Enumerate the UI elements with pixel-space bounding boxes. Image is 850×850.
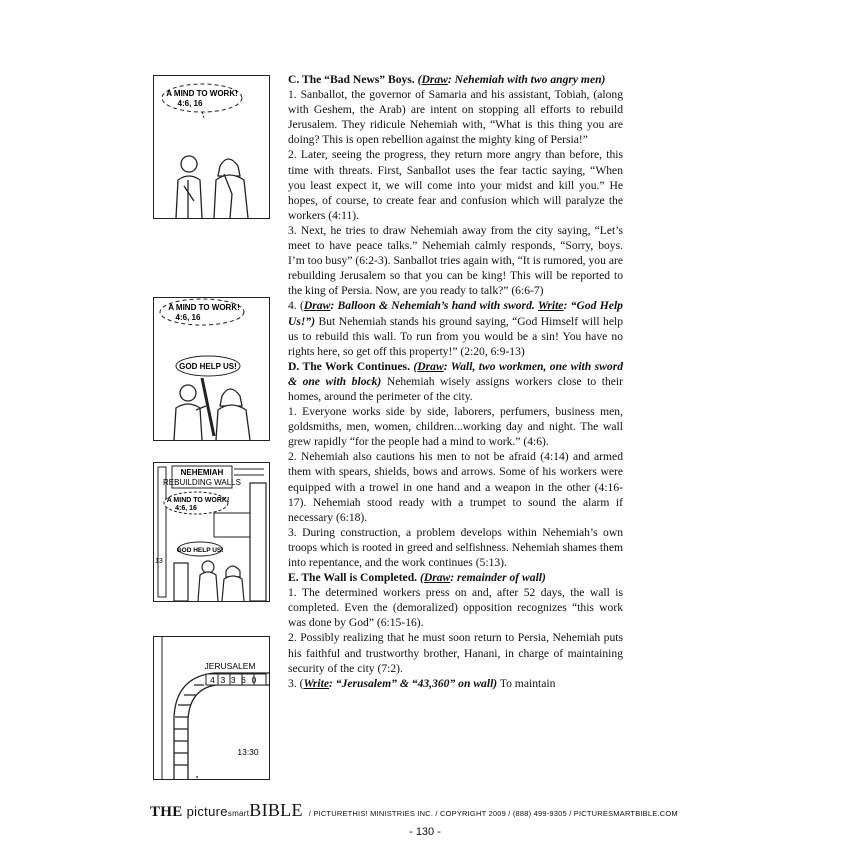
section-d-point-3: 3. During construction, a problem develops within Nehemiah’s own troops which is rooted in greed and selfishness. Nehemiah shames them into repentance, and the work continues (5:13). [288, 525, 623, 569]
jerusalem-wall [162, 637, 269, 779]
illustration-panel-2 [153, 297, 270, 441]
verse-reference: 13:30 [237, 747, 259, 757]
section-d-point-2: 2. Nehemiah also cautions his men to not be afraid (4:14) and armed them with spears, shields, bows and arrows. Some of his workers were equipped with a trowel in one hand and a weapon in the other (4:16-17). Nehemiah stood ready with a trumpet to sound the alarm if necessary (6:18). [288, 450, 623, 524]
bubble-text-3: A MIND TO WORK! [166, 497, 230, 504]
sign-subtitle: REBUILDING WALLS [163, 478, 241, 487]
bubble-verse-3: 4:6, 16 [175, 505, 197, 512]
bubble-text-1: A MIND TO WORK! [166, 89, 238, 98]
speech-god-help-us-2: GOD HELP US! [179, 362, 237, 371]
section-e-point-3: 3. (Write: “Jerusalem” & “43,360” on wall) To maintain [288, 676, 556, 690]
panel-side-number: 13 [155, 558, 163, 565]
wall-number: 43360 [210, 675, 262, 685]
section-c-point-3: 3. Next, he tries to draw Nehemiah away from the city saying, “Let’s meet to have peace talks.” Nehemiah calmly responds, “Sorry, boys. I’m too busy” (6:2-3). Sanballot tries again with, “It is rumored, you are rebuilding Jerusalem so that you can be king! This will be reported to the king of Persia. Now, are you ready to talk?” (6:6-7) [288, 223, 623, 298]
angry-man-figure [214, 159, 248, 218]
section-c-point-1: 1. Sanballot, the governor of Samaria and his assistant, Tobiah, (along with Geshem, the Arab) are intent on stopping all efforts to rebuild Jerusalem. They ridicule Nehemiah with, “What is this thing you are doing? This is open rebellion against the mighty king of Persia!” [288, 88, 623, 147]
illustration-panel-3 [153, 462, 270, 602]
section-e-heading: E. The Wall is Completed. (Draw: remainder of wall) [288, 571, 546, 585]
speech-god-help-us-3: GOD HELP US! [176, 547, 224, 554]
section-e-point-2: 2. Possibly realizing that he must soon return to Persia, Nehemiah puts his faithful and trustworthy brother, Hanani, in charge of maintaining security of the city (7:2). [288, 631, 623, 675]
page-footer [150, 800, 710, 821]
section-d-point-1: 1. Everyone works side by side, laborers, perfumers, business men, goldsmiths, men, women, children...working day and night. The wall grew rapidly “for the people had a mind to work.” (4:6). [288, 405, 623, 449]
nehemiah-figure [176, 156, 202, 218]
section-d-heading: D. The Work Continues. (Draw: Wall, two workmen, one with sword & one with block) Nehemiah wisely assigns workers close to their homes, around the perimeter of the city. [288, 359, 624, 403]
bubble-verse-2: 4:6, 16 [175, 313, 201, 322]
illustration-panel-4 [153, 636, 270, 780]
city-label: JERUSALEM [204, 661, 256, 671]
bubble-text-2: A MIND TO WORK! [168, 303, 240, 312]
sign-title: NEHEMIAH [180, 468, 224, 477]
angry-man-figure [216, 389, 250, 440]
section-c-heading: C. The “Bad News” Boys. (Draw: Nehemiah with two angry men) [288, 73, 606, 86]
nehemiah-with-sword [174, 378, 214, 440]
page-number: - 130 - [409, 826, 441, 838]
section-c-point-2: 2. Later, seeing the progress, they return more angry than before, this time with threats. First, Sanballot uses the fear tactic saying, “When you least expect it, we will come into your midst and kill you.” He hopes, of course, to create fear and confusion which will paralyze the workers (4:11). [288, 148, 623, 222]
footer-info: / PICTURETHIS! MINISTRIES INC. / COPYRIGHT 2009 / (888) 499-9305 / PICTURESMARTBIBLE.COM [308, 809, 678, 818]
illustration-panel-1 [153, 75, 270, 219]
bubble-verse-1: 4:6, 16 [177, 99, 203, 108]
section-e-point-1: 1. The determined workers press on and, after 52 days, the wall is completed. Even the (demoralized) opposition recognizes “this work was done by God” (6:15-16). [288, 586, 623, 630]
section-c-point-4: 4. (Draw: Balloon & Nehemiah’s hand with sword. Write: “God Help Us!”) But Nehemiah stands his ground saying, “God Himself will help us to rebuild this wall. To run from you would be a sin! You have no rights here, so get off this property!” (2:20, 6:9-13) [288, 299, 623, 358]
brand-logo: THE picturesmartBIBLE [150, 800, 303, 820]
lesson-text [288, 72, 623, 691]
